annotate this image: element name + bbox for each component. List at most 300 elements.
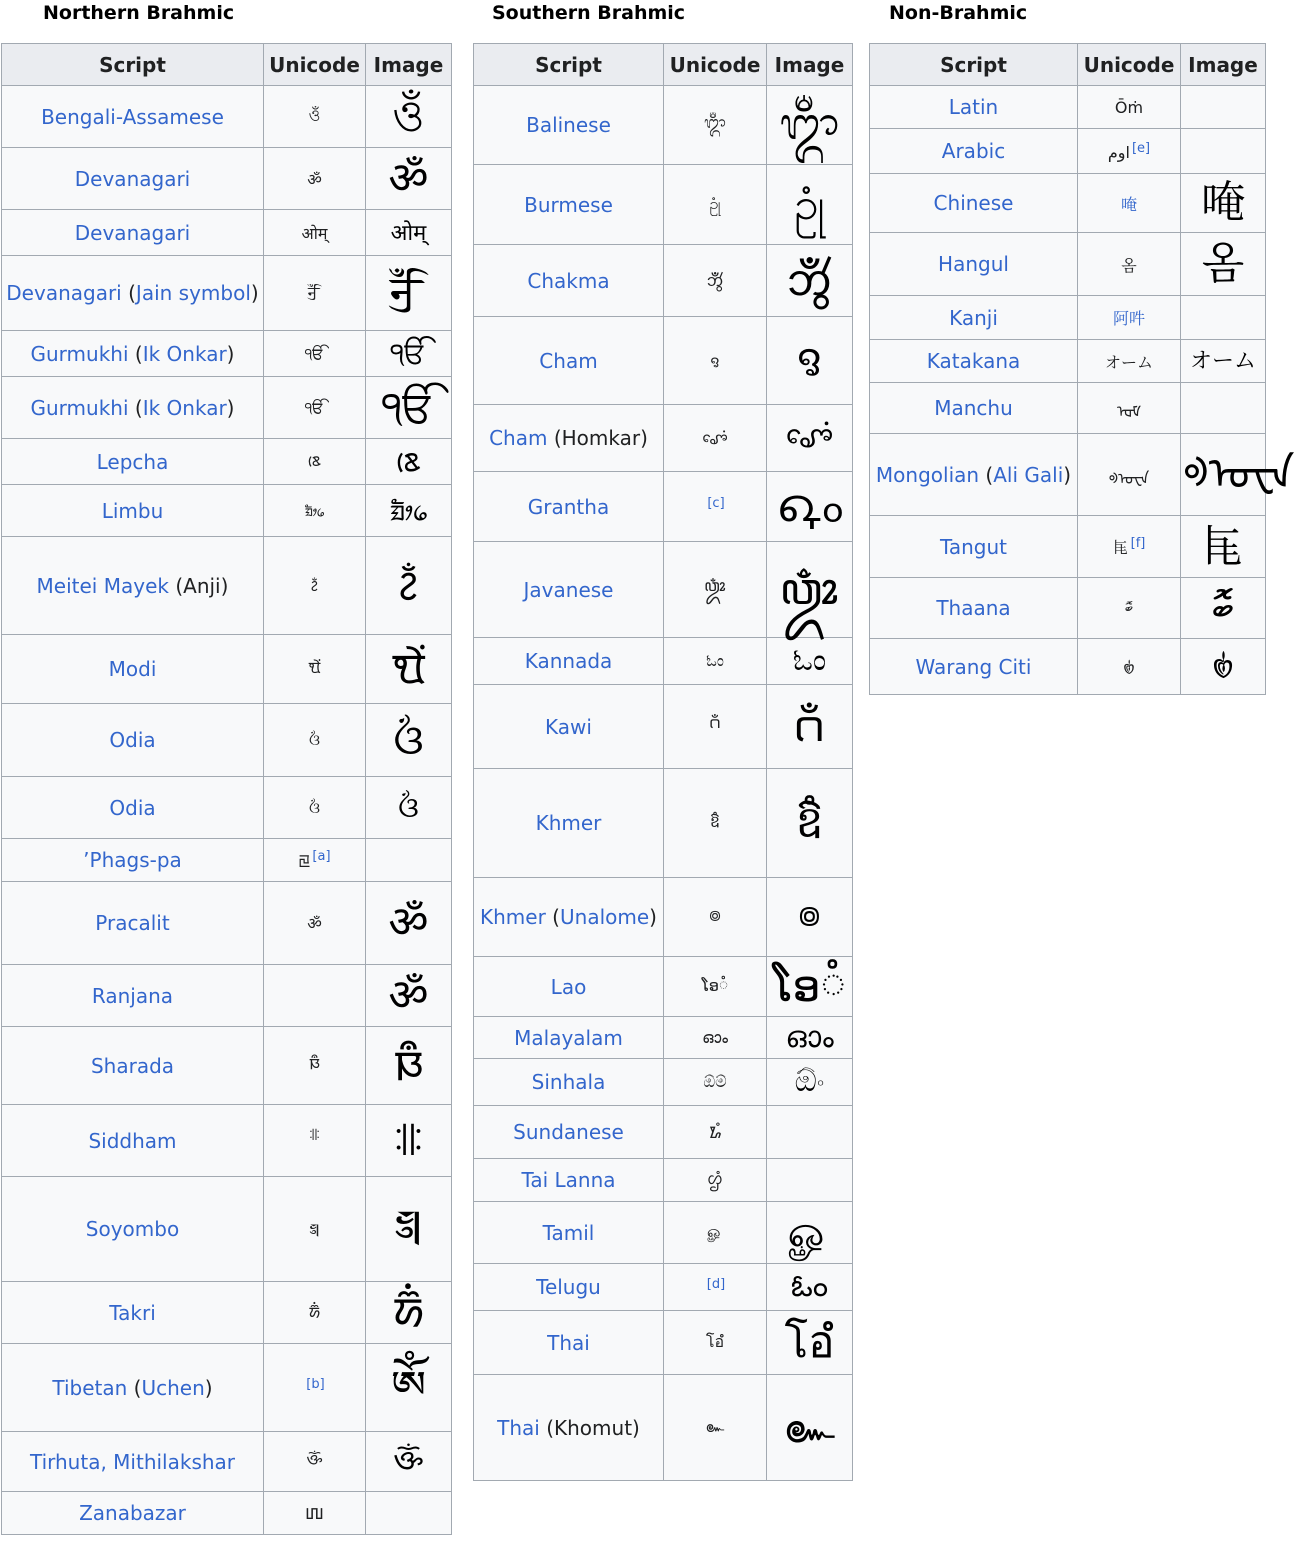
unicode-cell [1078, 340, 1181, 383]
unicode-cell [264, 86, 366, 148]
image-cell [366, 1432, 452, 1492]
image-header[interactable]: Image [366, 44, 452, 86]
paren-close: ) [640, 426, 648, 450]
image-cell [767, 542, 853, 638]
script-name-link[interactable]: Telugu [536, 1275, 601, 1299]
unicode-cell [664, 685, 767, 769]
table-row [870, 516, 1266, 578]
script-cell [474, 405, 664, 472]
script-name-link[interactable]: Grantha [527, 494, 610, 519]
om-glyph-image[interactable]: ៙ [797, 899, 822, 934]
image-header[interactable]: Image [767, 44, 853, 86]
script-name-link[interactable]: Odia [109, 795, 156, 820]
script-cell [2, 331, 264, 377]
paren-open: ( [128, 341, 143, 366]
table-row [2, 86, 452, 148]
script-name-link[interactable]: Meitei Mayek [36, 573, 169, 598]
om-glyph-image[interactable]: ᤀᤥ᥀ [389, 492, 427, 528]
image-cell [366, 635, 452, 704]
om-glyph-image[interactable]: ಓಂ [792, 643, 827, 678]
script-cell [2, 1282, 264, 1344]
script-name-link[interactable]: Thaana [936, 596, 1011, 620]
unicode-text: ॐ [307, 169, 322, 189]
script-name-link[interactable]: Ranjana [91, 983, 174, 1008]
om-glyph-image[interactable]: 𑗉 [393, 1114, 424, 1166]
image-cell [1181, 383, 1266, 434]
om-glyph-image[interactable]: ఓం [790, 1269, 829, 1304]
unicode-cell [264, 537, 366, 635]
script-cell [474, 1311, 664, 1375]
image-cell [767, 878, 853, 957]
om-glyph-image[interactable]: ᢀᠣᠸᠠ [1183, 448, 1294, 500]
table-row [2, 485, 452, 537]
unicode-text: 𑘌𑘽 [308, 657, 321, 677]
table-row [2, 635, 452, 704]
script-name-link[interactable]: Takri [109, 1300, 156, 1325]
table-row [474, 1264, 853, 1311]
unicode-text: ꡙ [298, 851, 311, 870]
table-row [2, 965, 452, 1027]
unicode-header[interactable]: Unicode [664, 44, 767, 86]
footnote-link[interactable]: [f] [1130, 536, 1146, 551]
unicode-cell [1078, 434, 1181, 516]
table-row [474, 86, 853, 165]
paren-open: ( [547, 426, 562, 450]
table-row [2, 256, 452, 331]
om-glyph-image[interactable]: ॐ [388, 969, 429, 1021]
script-variant-link[interactable]: Ik Onkar [142, 395, 227, 420]
script-name-link[interactable]: Chakma [527, 268, 610, 293]
om-glyph-image[interactable]: オーム [1189, 349, 1256, 374]
table-row [870, 383, 1266, 434]
unicode-text: 𑚈𑚫 [308, 1302, 321, 1322]
table-row [474, 769, 853, 878]
unicode-text: ៙ [708, 906, 722, 925]
unicode-text: ಓಂ [706, 651, 724, 670]
script-name-link[interactable]: Sundanese [513, 1120, 624, 1144]
script-header[interactable]: Script [474, 44, 664, 86]
script-cell [870, 639, 1078, 695]
om-glyph-image[interactable]: ឱំ [795, 797, 824, 848]
script-cell [474, 1202, 664, 1264]
unicode-cell [264, 1027, 366, 1105]
script-name-link[interactable]: Bengali-Assamese [41, 104, 224, 129]
script-name-link[interactable]: Lao [550, 974, 587, 999]
script-cell [2, 965, 264, 1027]
script-name-link[interactable]: Cham [489, 426, 548, 450]
om-glyph-image[interactable]: 𑩐 [394, 1203, 423, 1254]
script-cell [2, 1177, 264, 1282]
unicode-header[interactable]: Unicode [264, 44, 366, 86]
script-name-link[interactable]: Pracalit [95, 911, 170, 935]
script-name-link[interactable]: Khmer [480, 905, 546, 929]
om-glyph-image[interactable]: 𑘌𑘽 [392, 643, 425, 694]
om-glyph-image[interactable]: โอํ [784, 1316, 835, 1368]
unicode-cell [264, 256, 366, 331]
om-glyph-image[interactable]: ဥုံ [794, 178, 825, 230]
unicode-cell [264, 704, 366, 777]
script-variant-link[interactable]: Ali Gali [993, 462, 1064, 487]
om-glyph-image[interactable]: ꫲ [398, 559, 419, 611]
script-header[interactable]: Script [2, 44, 264, 86]
table-row [2, 1282, 452, 1344]
unicode-text: ओम् [301, 223, 328, 243]
om-glyph-image[interactable]: ꨨꨯꩌ [785, 420, 834, 455]
script-variant-link[interactable]: Jain symbol [135, 281, 251, 305]
unicode-text[interactable]: 阿吽 [1112, 309, 1145, 328]
om-glyph-image[interactable]: ੴ [381, 381, 436, 433]
unicode-header[interactable]: Unicode [1078, 44, 1181, 86]
script-cell [2, 1105, 264, 1177]
script-variant-text: Homkar [561, 426, 641, 450]
script-variant-text: Anji [183, 573, 221, 598]
table-row [2, 1105, 452, 1177]
unicode-cell [1078, 296, 1181, 340]
om-glyph-image[interactable]: ᬒᬁ [779, 99, 840, 150]
unicode-text: ഓം [702, 1027, 728, 1047]
om-glyph-image[interactable]: ໂອំ [772, 960, 847, 1012]
script-name-link[interactable]: ’Phags-pa [83, 848, 182, 872]
om-glyph-image[interactable]: ௐ [787, 1206, 832, 1258]
table-row [474, 1311, 853, 1375]
unicode-cell [264, 1282, 366, 1344]
script-name-link[interactable]: Khmer [535, 811, 602, 835]
unicode-cell [664, 165, 767, 245]
image-cell [767, 1159, 853, 1202]
table-row [2, 882, 452, 965]
unicode-cell [1078, 383, 1181, 434]
unicode-cell [264, 777, 366, 839]
script-variant-link[interactable]: Uchen [141, 1375, 205, 1400]
image-cell [366, 485, 452, 537]
script-name-link[interactable]: Devanagari [74, 166, 191, 191]
om-glyph-image[interactable]: ओम् [390, 220, 427, 246]
script-name-link[interactable]: Kawi [545, 714, 592, 739]
script-cell [474, 769, 664, 878]
script-name-link[interactable]: Tai Lanna [521, 1168, 616, 1192]
script-name-link[interactable]: Warang Citi [915, 654, 1032, 679]
paren-open: ( [979, 462, 994, 487]
image-cell [767, 1017, 853, 1059]
table-row [474, 165, 853, 245]
om-glyph-image[interactable]: 𑓇 [393, 1443, 424, 1479]
script-variant-link[interactable]: Ik Onkar [142, 341, 227, 366]
paren-open: ( [127, 1375, 142, 1400]
om-glyph-image[interactable]: ওঁ [392, 90, 425, 142]
script-cell [870, 174, 1078, 233]
table-row [2, 148, 452, 210]
unicode-cell [264, 965, 366, 1027]
script-cell [474, 245, 664, 317]
image-cell [767, 317, 853, 405]
script-name-link[interactable]: Soyombo [85, 1217, 180, 1241]
image-cell [1181, 639, 1266, 695]
om-glyph-image[interactable]: 옴 [1201, 238, 1245, 289]
unicode-cell [664, 317, 767, 405]
table-row [2, 704, 452, 777]
unicode-text: ᮇᮀ [708, 1122, 722, 1142]
table-row [474, 1059, 853, 1106]
image-cell [1181, 578, 1266, 639]
southern-brahmic-table [473, 43, 853, 1481]
om-glyph-image[interactable]: 𗹭 [1201, 520, 1245, 572]
om-glyph-image[interactable]: ބޮ [1212, 582, 1234, 633]
image-cell [1181, 174, 1266, 233]
unicode-text: ꦎꦴꦀ [704, 576, 726, 595]
script-cell [870, 129, 1078, 174]
script-name-link[interactable]: Kannada [524, 649, 613, 673]
paren-close: ) [226, 341, 235, 366]
table-row [474, 317, 853, 405]
image-cell [1181, 296, 1266, 340]
script-variant-text: Khomut [554, 1415, 633, 1440]
image-cell [1181, 86, 1266, 129]
unicode-text: ଓଁ [308, 730, 321, 749]
unicode-cell [1078, 233, 1181, 296]
unicode-text: ໂອំ [701, 975, 729, 995]
script-cell [870, 340, 1078, 383]
unicode-cell [664, 1017, 767, 1059]
script-name-link[interactable]: Katakana [926, 349, 1021, 373]
image-cell [1181, 233, 1266, 296]
table-row [2, 1344, 452, 1432]
non-brahmic-table [869, 43, 1294, 695]
script-cell [474, 1059, 664, 1106]
unicode-text: ឱំ [709, 812, 721, 831]
unicode-text: ๛ [705, 1417, 725, 1436]
footnote-link[interactable]: [b] [306, 1377, 325, 1392]
unicode-text: ᤀᤥ᥀ [304, 500, 325, 520]
script-name-link[interactable]: Manchu [934, 396, 1013, 420]
unicode-text: 𑣿 [1123, 658, 1135, 677]
paren-close: ) [204, 1375, 213, 1400]
om-glyph-image[interactable]: ੴ [390, 335, 427, 371]
script-name-link[interactable]: Arabic [941, 139, 1006, 163]
script-variant-link[interactable]: Unalome [560, 905, 650, 929]
om-glyph-image[interactable]: ഓം [785, 1019, 834, 1055]
script-name-link[interactable]: Mongolian [875, 462, 980, 487]
script-name-link[interactable]: Modi [108, 657, 157, 681]
paren-open: ( [545, 905, 560, 929]
table-row [2, 1177, 452, 1282]
unicode-cell [664, 1106, 767, 1159]
unicode-cell [1078, 516, 1181, 578]
image-cell [767, 245, 853, 317]
script-name-link[interactable]: Burmese [524, 192, 613, 217]
script-name-link[interactable]: Odia [109, 728, 156, 752]
script-name-link[interactable]: Devanagari [74, 220, 191, 245]
script-cell [474, 472, 664, 542]
script-cell [2, 86, 264, 148]
script-name-link[interactable]: Cham [539, 348, 598, 373]
unicode-cell [1078, 174, 1181, 233]
image-cell [366, 377, 452, 439]
script-cell [870, 383, 1078, 434]
script-name-link[interactable]: Chinese [933, 191, 1014, 215]
table-row [870, 233, 1266, 296]
script-name-link[interactable]: Limbu [101, 498, 164, 523]
om-glyph-image[interactable]: ༀ [390, 1361, 427, 1413]
script-name-link[interactable]: Gurmukhi [30, 341, 129, 366]
om-glyph-image[interactable]: ॐ [388, 152, 429, 204]
image-cell [767, 405, 853, 472]
paren-close: ) [250, 281, 259, 305]
image-header[interactable]: Image [1181, 44, 1266, 86]
unicode-text: ੴ [304, 343, 325, 363]
om-glyph-image[interactable]: 𑇄 [394, 1039, 423, 1091]
unicode-text: 𑨀 [305, 1503, 324, 1523]
script-cell [2, 377, 264, 439]
script-name-link[interactable]: Tibetan [52, 1375, 128, 1400]
image-cell [767, 472, 853, 542]
script-name-link[interactable]: Kanji [949, 305, 998, 330]
script-cell [870, 86, 1078, 129]
unicode-text[interactable]: 唵 [1120, 194, 1137, 214]
unicode-text: ᩌᩴ [707, 1168, 723, 1188]
script-cell [2, 485, 264, 537]
unicode-cell [264, 1344, 366, 1432]
unicode-text: Ōṁ [1114, 97, 1144, 117]
northern-brahmic-title: Northern Brahmic [43, 2, 235, 24]
unicode-text: 𑩐 [309, 1221, 320, 1240]
om-glyph-image[interactable]: 𑄃𑄮𑄀 [787, 254, 832, 306]
unicode-text: ᬒᬁ [704, 112, 726, 132]
unicode-text: ௐ [707, 1222, 723, 1241]
script-header[interactable]: Script [870, 44, 1078, 86]
paren-close: ) [220, 573, 229, 598]
unicode-cell [264, 331, 366, 377]
table-row [2, 537, 452, 635]
script-name-link[interactable]: Latin [948, 95, 999, 119]
script-cell [474, 685, 664, 769]
unicode-text: ᡆᠮ [1116, 402, 1142, 421]
unicode-text: ॐ [307, 914, 322, 933]
image-cell [366, 704, 452, 777]
unicode-cell [664, 1059, 767, 1106]
unicode-cell [664, 86, 767, 165]
image-cell [366, 537, 452, 635]
om-glyph-image[interactable]: ᰣᰨ [395, 443, 422, 479]
table-row [2, 839, 452, 882]
script-name-link[interactable]: Tirhuta, Mithilakshar [29, 1449, 236, 1474]
image-cell [1181, 516, 1266, 578]
table-row [474, 1375, 853, 1481]
table-row [474, 957, 853, 1017]
script-name-link[interactable]: Devanagari [6, 281, 122, 305]
unicode-cell [664, 1202, 767, 1264]
om-glyph-image[interactable]: ॐ [388, 897, 429, 948]
om-glyph-image[interactable]: ꨅ [796, 334, 823, 386]
script-name-link[interactable]: Thai [497, 1415, 540, 1440]
om-glyph-image[interactable]: 唵 [1201, 177, 1245, 228]
unicode-cell [664, 1311, 767, 1375]
script-name-link[interactable]: Siddham [88, 1128, 177, 1153]
script-cell [474, 957, 664, 1017]
script-cell [870, 578, 1078, 639]
script-cell [474, 1159, 664, 1202]
script-name-link[interactable]: Balinese [526, 113, 611, 137]
script-cell [870, 233, 1078, 296]
script-cell [870, 296, 1078, 340]
script-name-link[interactable]: Hangul [938, 252, 1009, 276]
script-name-link[interactable]: Gurmukhi [30, 395, 129, 420]
unicode-cell [264, 148, 366, 210]
unicode-text: ބޮ [1125, 598, 1133, 617]
footnote-link[interactable]: [a] [312, 849, 331, 864]
script-name-link[interactable]: Thai [547, 1330, 590, 1355]
image-cell [366, 256, 452, 331]
footnote-link[interactable]: [e] [1131, 140, 1151, 156]
image-cell [767, 957, 853, 1017]
unicode-text: ੴ [304, 397, 325, 417]
unicode-cell [264, 1177, 366, 1282]
om-glyph-image[interactable]: 𑼔𑼀 [793, 700, 826, 752]
script-cell [2, 537, 264, 635]
script-name-link[interactable]: Lepcha [96, 449, 169, 474]
table-row [474, 542, 853, 638]
unicode-text: 𑼔𑼀 [709, 712, 721, 732]
image-cell [366, 86, 452, 148]
script-name-link[interactable]: Sharada [90, 1053, 175, 1078]
script-cell [870, 434, 1078, 516]
script-name-link[interactable]: Malayalam [514, 1025, 623, 1050]
unicode-cell [664, 1375, 767, 1481]
script-name-link[interactable]: Sinhala [531, 1070, 606, 1094]
unicode-cell [264, 882, 366, 965]
image-cell [366, 1344, 452, 1432]
om-glyph-image[interactable]: ඕං [794, 1064, 825, 1099]
image-cell [366, 965, 452, 1027]
unicode-cell [264, 1492, 366, 1535]
image-cell [767, 1106, 853, 1159]
unicode-cell [264, 1432, 366, 1492]
om-glyph-image[interactable]: 𑣿 [1212, 648, 1234, 684]
om-glyph-image[interactable]: ଓଁ [393, 714, 424, 765]
footnote-link[interactable]: [d] [706, 1276, 726, 1292]
script-name-link[interactable]: Javanese [523, 577, 614, 602]
image-cell [767, 1375, 853, 1481]
om-glyph-image[interactable]: ଓଁ [398, 789, 419, 825]
script-cell [2, 777, 264, 839]
table-row [2, 777, 452, 839]
image-cell [1181, 340, 1266, 383]
unicode-text: 𑗉 [309, 1124, 320, 1144]
om-glyph-image[interactable]: 𑌓𑌂 [777, 480, 842, 532]
table-row [870, 578, 1266, 639]
script-cell [474, 1264, 664, 1311]
unicode-text: 𗹭 [1112, 538, 1129, 557]
image-cell [366, 777, 452, 839]
image-cell [767, 769, 853, 878]
om-glyph-image[interactable]: 𑚈𑚫 [393, 1286, 424, 1338]
script-cell [2, 210, 264, 256]
table-row [474, 245, 853, 317]
footnote-link[interactable]: [c] [707, 496, 725, 511]
image-cell [366, 882, 452, 965]
om-glyph-image[interactable]: ꦎꦴꦀ [779, 563, 840, 615]
unicode-cell [664, 1264, 767, 1311]
unicode-cell [1078, 86, 1181, 129]
om-glyph-image[interactable]: ๛ [784, 1401, 835, 1453]
table-row [474, 1159, 853, 1202]
script-name-link[interactable]: Tamil [542, 1220, 595, 1245]
script-cell [2, 839, 264, 882]
unicode-cell [264, 439, 366, 485]
script-name-link[interactable]: Zanabazar [79, 1501, 186, 1525]
om-glyph-image[interactable]: ꣽ [388, 267, 429, 318]
script-name-link[interactable]: Tangut [939, 534, 1008, 559]
unicode-text: ꫲ [310, 575, 319, 595]
